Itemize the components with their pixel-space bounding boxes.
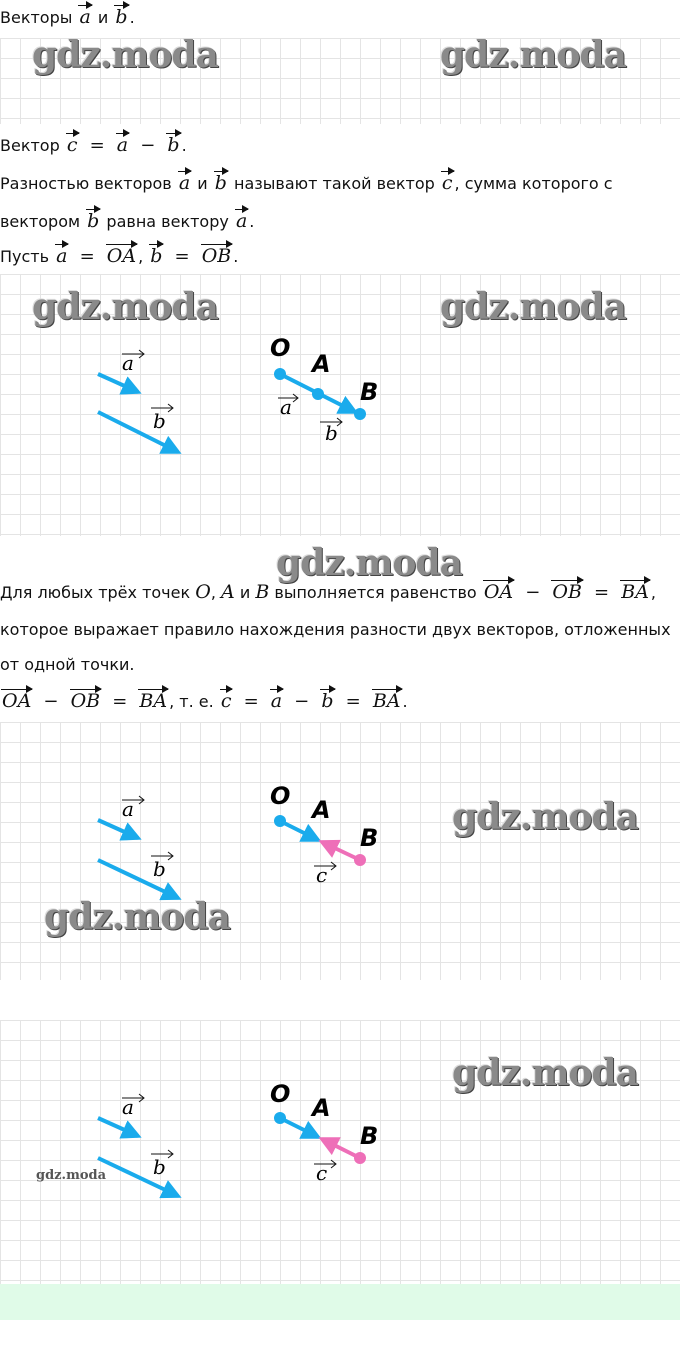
arrow-a: [98, 374, 138, 392]
label-O: O: [270, 1080, 291, 1108]
arrow-a: [98, 820, 138, 838]
label-a: a: [280, 395, 292, 419]
eq-sign: =: [174, 246, 190, 267]
comma: ,: [650, 583, 657, 602]
period: .: [233, 247, 239, 266]
vector-OA: OA: [106, 245, 137, 267]
text-ie: т. е.: [179, 692, 214, 711]
vector-b: b: [115, 6, 128, 28]
vector-OA: OA: [2, 690, 32, 712]
arrow-a: [98, 1118, 138, 1136]
watermark: gdz.moda: [452, 1052, 638, 1094]
watermark: gdz.moda: [32, 34, 218, 76]
vector-c: c: [441, 172, 453, 194]
comma: ,: [210, 583, 216, 602]
label-c: c: [316, 863, 328, 887]
label-B: B: [360, 824, 379, 852]
vector-a: a: [270, 690, 283, 712]
label-a: a: [122, 351, 134, 375]
comma: ,: [169, 692, 175, 711]
result-equation: [0, 690, 408, 713]
label-O: O: [270, 782, 291, 810]
watermark: gdz.moda: [440, 34, 626, 76]
arrow-BA: [322, 1139, 360, 1158]
eq-sign: =: [243, 691, 259, 712]
vector-OB: OB: [70, 690, 101, 712]
difference-definition-line1: [0, 172, 613, 195]
vector-b: b: [87, 210, 100, 232]
vector-c: c: [66, 134, 78, 156]
difference-definition-line2: [0, 210, 254, 233]
point-B: B: [255, 581, 270, 603]
rule-line-3: от одной точки.: [0, 655, 135, 674]
label-b: b: [153, 857, 166, 881]
watermark: gdz.moda: [32, 286, 218, 328]
label-B: B: [360, 1122, 379, 1150]
point-B: [354, 1152, 366, 1164]
intro-line: [0, 6, 135, 29]
text: выполняется равенство: [274, 583, 477, 602]
minus-sign: −: [140, 135, 156, 156]
figure-1-panel: [0, 274, 680, 536]
vector-b: b: [321, 690, 334, 712]
point-O: O: [195, 581, 211, 603]
arrow-b: [98, 1158, 178, 1196]
rule-line-1: [0, 581, 656, 604]
vector-BA: BA: [621, 581, 649, 603]
rule-line-2: которое выражает правило нахождения разности двух векторов, отложенных: [0, 620, 671, 639]
vector-b: b: [150, 245, 163, 267]
text: называют такой вектор: [234, 174, 435, 193]
point-O: [274, 1112, 286, 1124]
label-A: A: [312, 1094, 331, 1122]
vector-a: a: [116, 134, 129, 156]
vector-a: a: [178, 172, 191, 194]
vector-b: b: [167, 134, 180, 156]
label-b: b: [153, 409, 166, 433]
point-B: [354, 408, 366, 420]
vector-c: c: [220, 690, 232, 712]
label-A: A: [312, 350, 331, 378]
point-O: [274, 815, 286, 827]
let-statement: [0, 245, 238, 268]
eq-sign: =: [345, 691, 361, 712]
point-A: A: [221, 581, 235, 603]
text: Для любых трёх точек: [0, 583, 191, 602]
watermark: gdz.moda: [44, 896, 230, 938]
eq-sign: =: [79, 246, 95, 267]
text: , сумма которого с: [454, 174, 613, 193]
label-O: O: [270, 334, 291, 362]
figure-3-panel: [0, 1020, 680, 1284]
minus-sign: −: [43, 691, 59, 712]
label-a: a: [122, 1095, 134, 1119]
grid-panel-1: [0, 34, 680, 124]
watermark: gdz.moda: [452, 796, 638, 838]
text-vector: Вектор: [0, 136, 60, 155]
label-a: a: [122, 797, 134, 821]
label-c: c: [316, 1161, 328, 1185]
period: .: [181, 136, 187, 155]
vector-OA: OA: [483, 581, 514, 603]
vector-a: a: [79, 6, 91, 28]
watermark: gdz.moda: [276, 542, 462, 584]
period: .: [129, 8, 135, 27]
figure-1-drawing: [0, 274, 680, 536]
figure-3-drawing: [0, 1020, 680, 1284]
figure-2-panel: [0, 722, 680, 980]
figure-2-drawing: [0, 722, 680, 980]
footer-band: [0, 1284, 680, 1320]
vector-OB: OB: [552, 581, 582, 603]
arrow-b: [98, 412, 178, 452]
text-let: Пусть: [0, 247, 50, 266]
eq-sign: =: [594, 582, 610, 603]
watermark: gdz.moda: [440, 286, 626, 328]
minus-sign: −: [294, 691, 310, 712]
text: равна вектору: [106, 212, 229, 231]
text: Разностью векторов: [0, 174, 172, 193]
watermark: gdz.moda: [36, 1168, 107, 1183]
text-and: и: [197, 174, 208, 193]
arrow-BA: [322, 842, 360, 860]
eq-sign: =: [89, 135, 105, 156]
text: вектором: [0, 212, 81, 231]
vector-OB: OB: [201, 245, 232, 267]
vector-c-definition: [0, 134, 187, 157]
vector-BA: BA: [372, 690, 401, 712]
label-b: b: [153, 1155, 166, 1179]
point-O: [274, 368, 286, 380]
vector-a: a: [56, 245, 68, 267]
period: .: [402, 692, 408, 711]
text-and: и: [97, 8, 109, 27]
vector-BA: BA: [139, 690, 168, 712]
label-A: A: [312, 796, 331, 824]
comma: ,: [138, 247, 144, 266]
point-B: [354, 854, 366, 866]
vector-a: a: [235, 210, 248, 232]
arrow-b: [98, 860, 178, 898]
text-and: и: [239, 583, 251, 602]
minus-sign: −: [525, 582, 541, 603]
label-B: B: [360, 378, 379, 406]
vector-b: b: [214, 172, 227, 194]
eq-sign: =: [112, 691, 128, 712]
text-vectors: Векторы: [0, 8, 73, 27]
period: .: [249, 212, 255, 231]
label-b: b: [325, 421, 338, 445]
point-A: [312, 388, 324, 400]
